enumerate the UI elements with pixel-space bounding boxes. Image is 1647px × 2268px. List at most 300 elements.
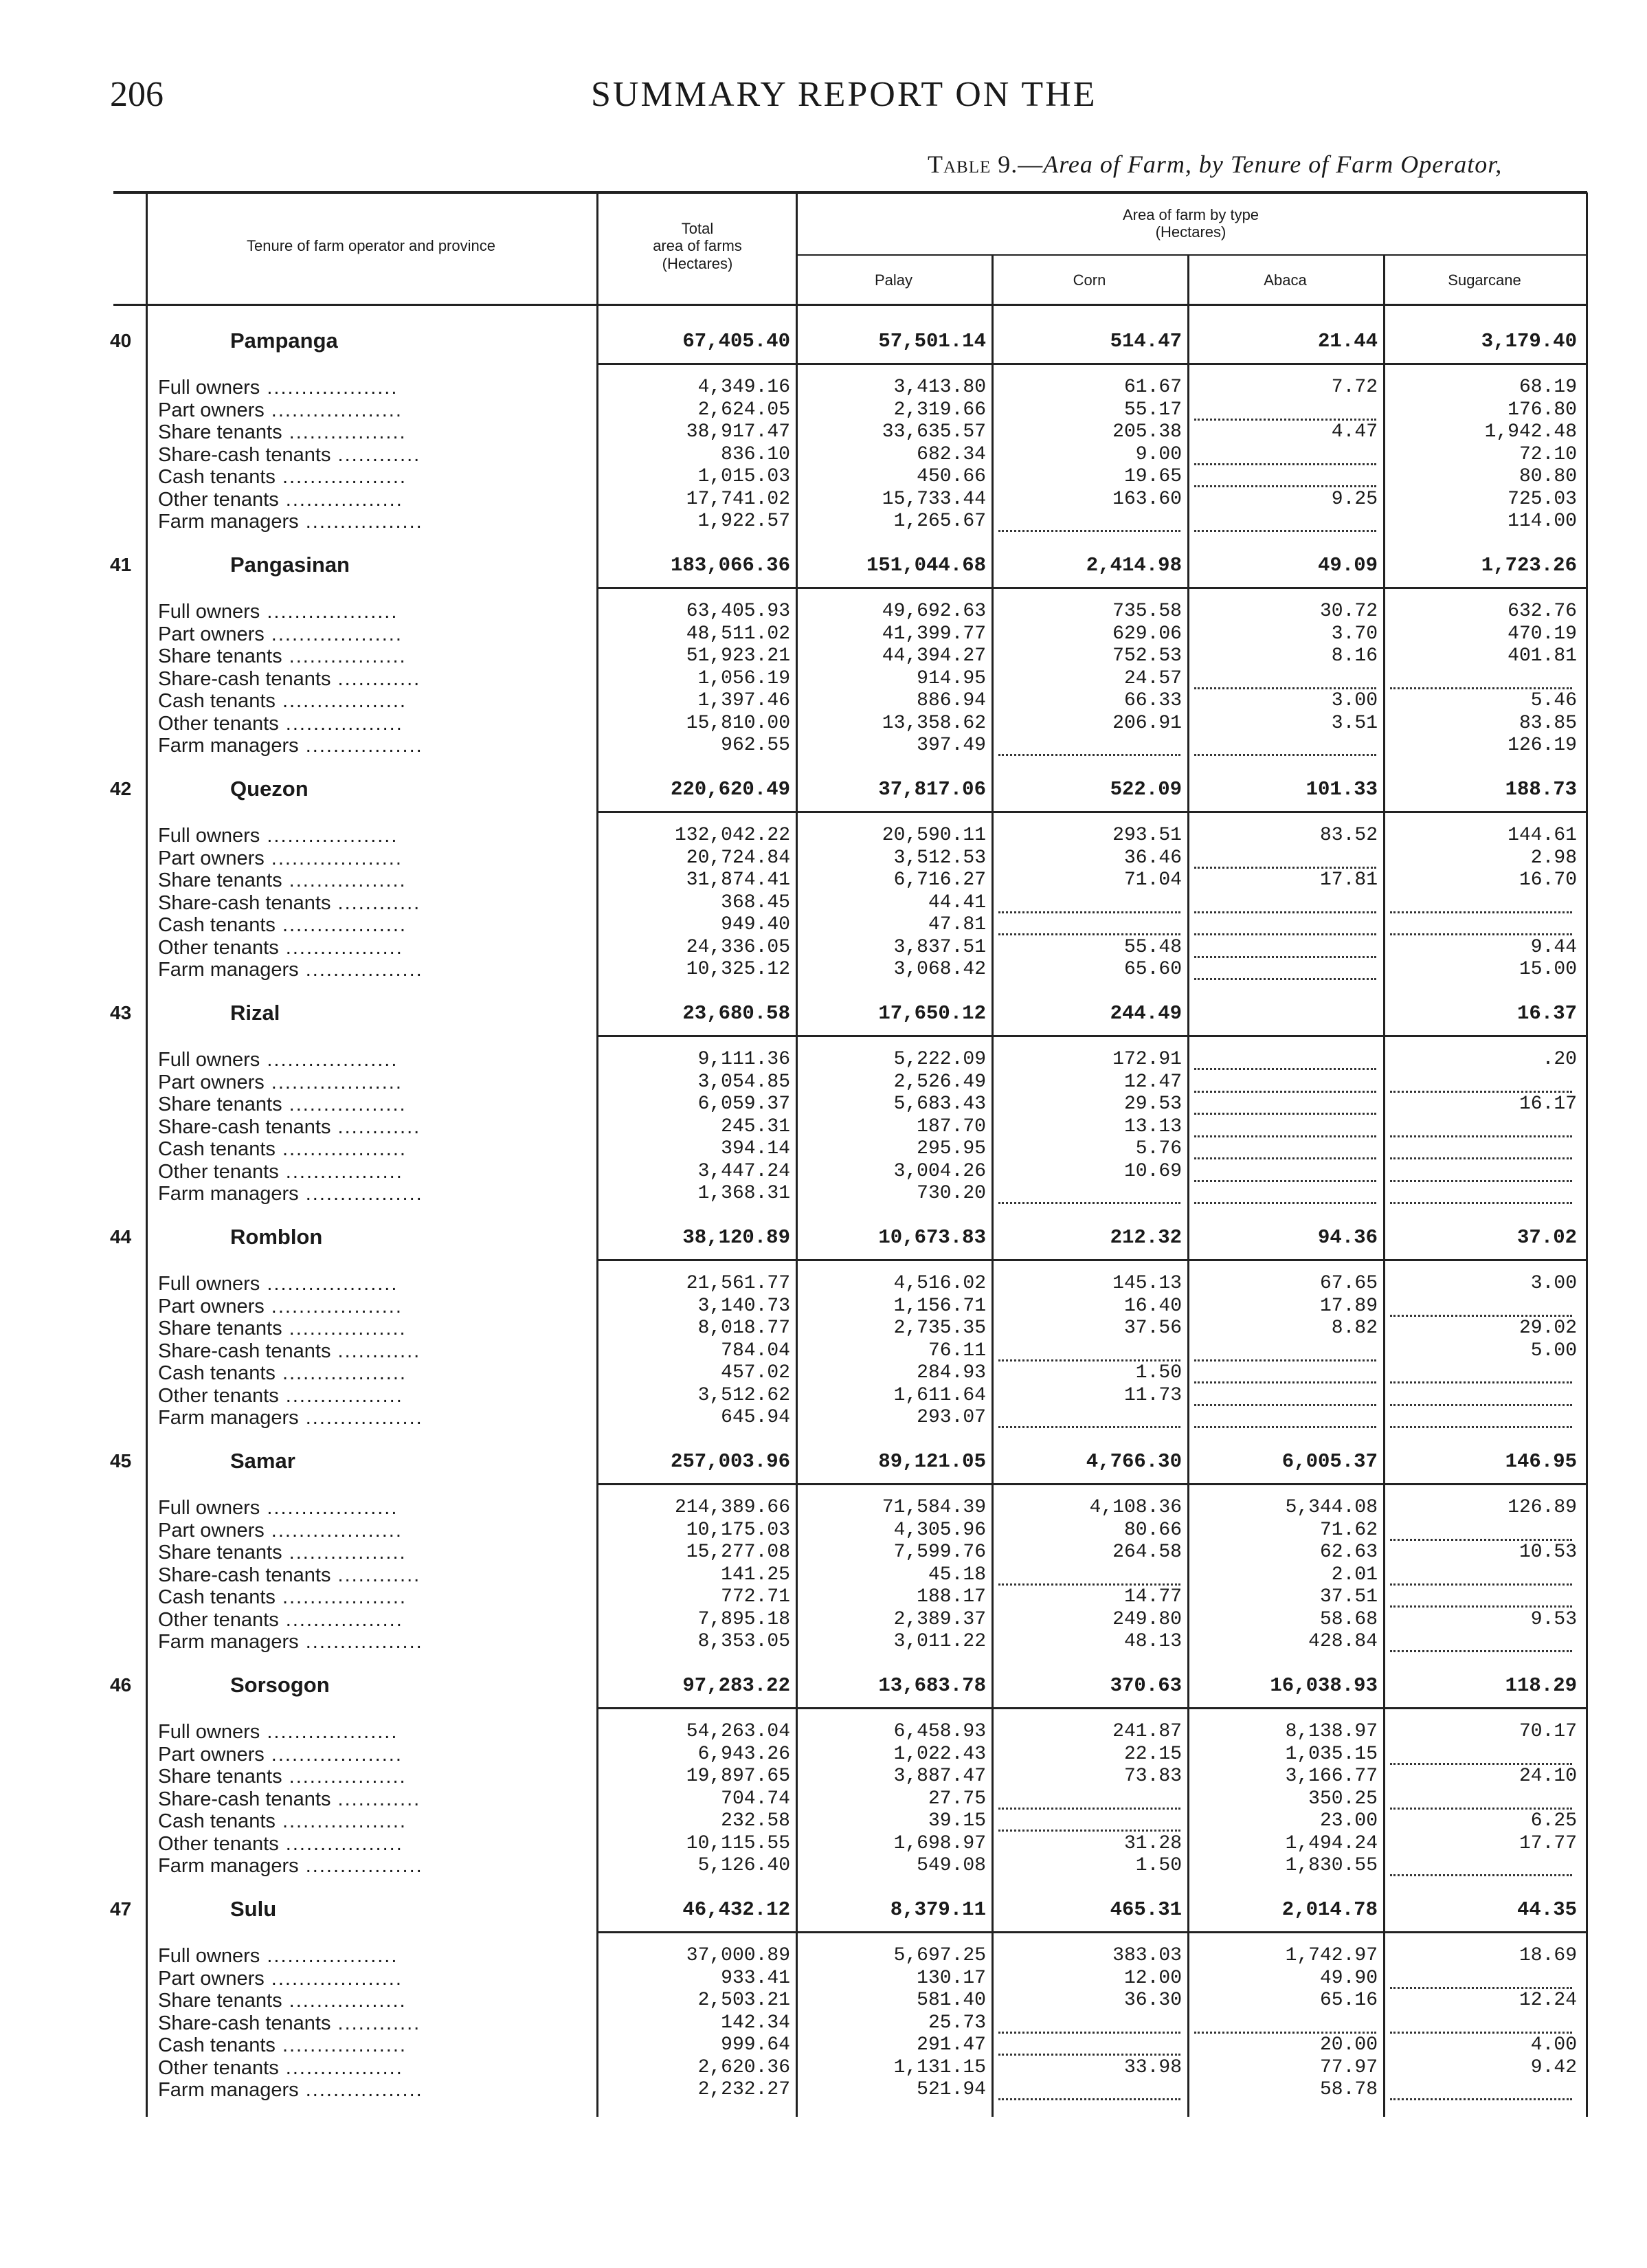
leader-dots: ................. [282, 1542, 407, 1564]
cell-sugar: 16.70 [1519, 869, 1577, 891]
cell-total: 15,277.08 [686, 1542, 790, 1563]
row-label [158, 1744, 403, 1766]
cell-total: 19,897.65 [686, 1766, 790, 1787]
province-total-sugar: 188.73 [1505, 778, 1577, 801]
row-label [158, 1340, 421, 1363]
leader-dots: ................. [282, 1318, 407, 1339]
leader-dots: ................... [264, 1295, 403, 1318]
row-label [158, 690, 407, 713]
row-label [158, 713, 403, 735]
cell-sugar: 12.24 [1519, 1990, 1577, 2011]
cell-corn: 12.47 [1123, 1071, 1182, 1093]
row-label-text: Share-cash tenants [158, 443, 331, 466]
cell-sugar: 15.00 [1519, 959, 1577, 980]
row-label-text: Other tenants [158, 1384, 279, 1407]
row-label [158, 1183, 423, 1205]
cell-corn: 48.13 [1123, 1631, 1182, 1652]
cell-corn: 383.03 [1112, 1945, 1182, 1966]
province-total-total: 23,680.58 [682, 1002, 790, 1025]
empty-cell-dots [1194, 687, 1376, 689]
cell-corn: 65.60 [1123, 959, 1182, 980]
cell-abaca: 8,138.97 [1285, 1721, 1378, 1742]
empty-cell-dots [1194, 956, 1376, 958]
cell-total: 63,405.93 [686, 601, 790, 622]
row-label-text: Share tenants [158, 1766, 282, 1788]
cell-corn: 172.91 [1112, 1049, 1182, 1070]
province-total-palay: 89,121.05 [878, 1450, 986, 1473]
province-number: 45 [110, 1450, 132, 1471]
empty-cell-dots [1194, 1404, 1376, 1406]
cell-sugar: 632.76 [1508, 601, 1577, 622]
cell-sugar: 725.03 [1508, 488, 1577, 510]
row-label-text: Full owners [158, 601, 260, 623]
cell-palay: 6,716.27 [893, 869, 986, 891]
province-number: 46 [110, 1674, 132, 1696]
province-total-abaca: 16,038.93 [1270, 1674, 1378, 1697]
empty-cell-dots [998, 1202, 1180, 1204]
row-label-text: Full owners [158, 1273, 260, 1295]
cell-sugar: 114.00 [1508, 511, 1577, 532]
province-total-sugar: 118.29 [1505, 1674, 1577, 1697]
cell-total: 8,353.05 [697, 1631, 790, 1652]
row-label-text: Part owners [158, 1519, 265, 1542]
cell-total: 24,336.05 [686, 936, 790, 958]
cell-total: 17,741.02 [686, 488, 790, 510]
cell-total: 37,000.89 [686, 1945, 790, 1966]
cell-total: 132,042.22 [674, 825, 790, 846]
cell-palay: 3,011.22 [893, 1631, 986, 1652]
cell-sugar: 16.17 [1519, 1093, 1577, 1115]
cell-palay: 6,458.93 [893, 1721, 986, 1742]
leader-dots: ................. [278, 1832, 403, 1855]
cell-palay: 295.95 [917, 1138, 986, 1159]
cell-corn: 11.73 [1123, 1384, 1182, 1406]
row-label-text: Farm managers [158, 1407, 299, 1429]
cell-corn: 24.57 [1123, 667, 1182, 689]
province-rule [596, 1259, 1586, 1261]
row-label [158, 1609, 403, 1632]
leader-dots: .................. [275, 690, 407, 712]
province-rule [596, 587, 1586, 589]
cell-total: 1,922.57 [697, 511, 790, 532]
row-label-text: Share-cash tenants [158, 2012, 331, 2034]
leader-dots: ................. [282, 1766, 407, 1788]
cell-palay: 2,735.35 [893, 1318, 986, 1339]
cell-abaca: 17.89 [1319, 1295, 1378, 1317]
cell-palay: 3,004.26 [893, 1160, 986, 1182]
cell-abaca: 17.81 [1319, 869, 1378, 891]
row-label-text: Other tenants [158, 488, 279, 511]
province-number: 44 [110, 1226, 132, 1247]
leader-dots: ................. [298, 511, 423, 533]
cell-corn: 264.58 [1112, 1542, 1182, 1563]
cell-palay: 2,526.49 [893, 1071, 986, 1093]
cell-total: 7,895.18 [697, 1608, 790, 1630]
province-rule [596, 1035, 1586, 1037]
province-total-sugar: 44.35 [1516, 1898, 1577, 1921]
row-label-text: Full owners [158, 1049, 260, 1071]
cell-palay: 41,399.77 [882, 623, 986, 645]
cell-palay: 581.40 [917, 1990, 986, 2011]
cell-corn: 1.50 [1135, 1855, 1182, 1876]
row-label-text: Part owners [158, 399, 265, 421]
col-header-sugarcane: Sugarcane [1448, 271, 1521, 289]
cell-palay: 47.81 [928, 914, 986, 935]
cell-abaca: 3.51 [1331, 712, 1378, 734]
cell-total: 141.25 [721, 1564, 790, 1586]
empty-cell-dots [1194, 1157, 1376, 1159]
cell-total: 645.94 [721, 1407, 790, 1428]
cell-corn: 10.69 [1123, 1160, 1182, 1182]
province-name: Samar [230, 1449, 295, 1473]
row-label [158, 377, 398, 399]
province-rule [596, 1483, 1586, 1485]
leader-dots: ................... [264, 1071, 403, 1093]
cell-sugar: 9.44 [1530, 936, 1577, 958]
cell-total: 933.41 [721, 1967, 790, 1989]
empty-cell-dots [998, 933, 1180, 935]
province-total-palay: 57,501.14 [878, 330, 986, 353]
province-total-sugar: 37.02 [1516, 1226, 1577, 1249]
cell-sugar: .20 [1542, 1049, 1577, 1070]
cell-sugar: 72.10 [1519, 443, 1577, 465]
cell-total: 1,397.46 [697, 690, 790, 711]
empty-cell-dots [1194, 485, 1376, 487]
cell-abaca: 350.25 [1308, 1788, 1378, 1810]
leader-dots: .................. [275, 1810, 407, 1832]
province-total-corn: 212.32 [1110, 1226, 1182, 1249]
cell-sugar: 29.02 [1519, 1318, 1577, 1339]
col-header-tenure: Tenure of farm operator and province [247, 237, 495, 254]
cell-palay: 914.95 [917, 667, 986, 689]
cell-palay: 284.93 [917, 1362, 986, 1383]
cell-total: 232.58 [721, 1810, 790, 1832]
cell-corn: 61.67 [1123, 377, 1182, 398]
empty-cell-dots [1390, 1650, 1572, 1652]
cell-total: 48,511.02 [686, 623, 790, 645]
leader-dots: .................. [275, 1138, 407, 1160]
cell-corn: 19.65 [1123, 466, 1182, 487]
row-label-text: Cash tenants [158, 466, 276, 488]
province-name: Pangasinan [230, 553, 350, 577]
empty-cell-dots [998, 2032, 1180, 2034]
cell-total: 962.55 [721, 735, 790, 756]
province-rule [596, 363, 1586, 365]
row-label-text: Full owners [158, 825, 260, 847]
row-label-text: Farm managers [158, 735, 299, 757]
row-label-text: Share tenants [158, 1542, 282, 1564]
row-label-text: Share-cash tenants [158, 1115, 331, 1138]
cell-abaca: 9.25 [1331, 488, 1378, 510]
empty-cell-dots [1194, 978, 1376, 980]
cell-corn: 293.51 [1112, 825, 1182, 846]
cell-abaca: 3,166.77 [1285, 1766, 1378, 1787]
leader-dots: ................... [264, 847, 403, 869]
row-label [158, 1945, 398, 1968]
cell-total: 20,724.84 [686, 847, 790, 869]
cell-total: 704.74 [721, 1788, 790, 1810]
cell-corn: 4,108.36 [1089, 1497, 1182, 1518]
cell-sugar: 18.69 [1519, 1945, 1577, 1966]
row-label [158, 1273, 398, 1296]
cell-corn: 55.48 [1123, 936, 1182, 958]
row-label-text: Other tenants [158, 1608, 279, 1631]
province-total-corn: 522.09 [1110, 778, 1182, 801]
cell-corn: 1.50 [1135, 1362, 1182, 1383]
row-label [158, 1721, 398, 1744]
col-header-group-line1: Area of farm by type [1122, 206, 1259, 223]
empty-cell-dots [1194, 933, 1376, 935]
province-rule [596, 811, 1586, 813]
cell-palay: 5,683.43 [893, 1093, 986, 1115]
row-label-text: Share tenants [158, 1318, 282, 1339]
cell-corn: 629.06 [1112, 623, 1182, 645]
leader-dots: ................... [260, 601, 399, 623]
cell-sugar: 144.61 [1508, 825, 1577, 846]
cell-corn: 36.46 [1123, 847, 1182, 869]
province-number: 43 [110, 1002, 132, 1023]
row-label-text: Full owners [158, 1497, 260, 1519]
row-label [158, 1631, 423, 1654]
leader-dots: ................. [298, 959, 423, 981]
row-label [158, 1564, 421, 1587]
leader-dots: ................. [278, 1608, 403, 1631]
empty-cell-dots [1390, 1808, 1572, 1810]
row-label [158, 1138, 407, 1161]
province-total-total: 183,066.36 [670, 554, 790, 577]
leader-dots: ................. [278, 2056, 403, 2079]
cell-sugar: 10.53 [1519, 1542, 1577, 1563]
empty-cell-dots [998, 911, 1180, 913]
cell-corn: 73.83 [1123, 1766, 1182, 1787]
leader-dots: ............ [330, 2012, 421, 2034]
col-header-total-line1: Total [681, 220, 714, 237]
empty-cell-dots [998, 1359, 1180, 1361]
cell-sugar: 470.19 [1508, 623, 1577, 645]
cell-sugar: 4.00 [1530, 2034, 1577, 2056]
cell-palay: 1,265.67 [893, 511, 986, 532]
cell-corn: 163.60 [1112, 488, 1182, 510]
row-label [158, 444, 421, 467]
cell-corn: 31.28 [1123, 1832, 1182, 1854]
row-label [158, 489, 403, 511]
col-header-corn: Corn [1073, 271, 1106, 289]
row-label-text: Other tenants [158, 2056, 279, 2079]
cell-palay: 1,131.15 [893, 2056, 986, 2078]
empty-cell-dots [1194, 463, 1376, 465]
cell-abaca: 67.65 [1319, 1273, 1378, 1294]
row-label-text: Cash tenants [158, 690, 276, 712]
cell-total: 3,447.24 [697, 1160, 790, 1182]
cell-abaca: 8.16 [1331, 645, 1378, 667]
row-label [158, 1766, 407, 1788]
province-total-abaca: 2,014.78 [1281, 1898, 1378, 1921]
row-label [158, 1788, 421, 1811]
cell-corn: 14.77 [1123, 1586, 1182, 1608]
row-label [158, 1407, 423, 1430]
row-label [158, 1116, 421, 1139]
empty-cell-dots [998, 2098, 1180, 2100]
row-label-text: Share-cash tenants [158, 1788, 331, 1810]
cell-sugar: 3.00 [1530, 1273, 1577, 1294]
cell-palay: 2,319.66 [893, 399, 986, 421]
cell-palay: 71,584.39 [882, 1497, 986, 1518]
empty-cell-dots [1194, 1381, 1376, 1383]
row-label-text: Share-cash tenants [158, 667, 331, 690]
row-label [158, 847, 403, 870]
cell-palay: 13,358.62 [882, 712, 986, 734]
row-label [158, 1161, 403, 1183]
leader-dots: ................... [264, 1519, 403, 1542]
leader-dots: ................. [278, 936, 403, 959]
province-total-palay: 13,683.78 [878, 1674, 986, 1697]
row-label [158, 1362, 407, 1385]
row-label [158, 601, 398, 623]
row-label [158, 1810, 407, 1833]
empty-cell-dots [1194, 419, 1376, 421]
cell-corn: 37.56 [1123, 1318, 1182, 1339]
cell-palay: 549.08 [917, 1855, 986, 1876]
province-name: Rizal [230, 1001, 280, 1025]
row-label-text: Share-cash tenants [158, 1564, 331, 1586]
leader-dots: ............ [330, 1115, 421, 1138]
cell-abaca: 4.47 [1331, 421, 1378, 443]
leader-dots: ................... [260, 1049, 399, 1071]
cell-total: 368.45 [721, 891, 790, 913]
empty-cell-dots [1390, 1202, 1572, 1204]
page-number: 206 [110, 75, 164, 114]
row-label [158, 1071, 403, 1094]
cell-sugar: 2.98 [1530, 847, 1577, 869]
cell-palay: 33,635.57 [882, 421, 986, 443]
cell-palay: 397.49 [917, 735, 986, 756]
leader-dots: ................. [298, 735, 423, 757]
cell-sugar: 24.10 [1519, 1766, 1577, 1787]
cell-palay: 188.17 [917, 1586, 986, 1608]
leader-dots: .................. [275, 1586, 407, 1608]
empty-cell-dots [1390, 1605, 1572, 1608]
cell-total: 949.40 [721, 914, 790, 935]
province-total-sugar: 16.37 [1516, 1002, 1577, 1025]
empty-cell-dots [1390, 1315, 1572, 1317]
cell-sugar: 68.19 [1519, 377, 1577, 398]
row-label [158, 2057, 403, 2080]
cell-total: 6,943.26 [697, 1743, 790, 1765]
empty-cell-dots [1194, 1113, 1376, 1115]
cell-abaca: 7.72 [1331, 377, 1378, 398]
leader-dots: ................. [298, 1631, 423, 1653]
cell-abaca: 30.72 [1319, 601, 1378, 622]
row-label-text: Farm managers [158, 1855, 299, 1877]
col-header-total [598, 220, 797, 272]
row-label [158, 399, 403, 422]
province-total-total: 257,003.96 [670, 1450, 790, 1473]
cell-corn: 752.53 [1112, 645, 1182, 667]
cell-abaca: 3.70 [1331, 623, 1378, 645]
cell-palay: 1,698.97 [893, 1832, 986, 1854]
cell-corn: 9.00 [1135, 443, 1182, 465]
row-label-text: Part owners [158, 1295, 265, 1318]
cell-total: 2,503.21 [697, 1990, 790, 2011]
cell-total: 2,232.27 [697, 2079, 790, 2100]
province-total-palay: 8,379.11 [890, 1898, 986, 1921]
row-label-text: Cash tenants [158, 914, 276, 936]
cell-total: 142.34 [721, 2012, 790, 2034]
province-rule [596, 1931, 1586, 1933]
cell-total: 457.02 [721, 1362, 790, 1383]
cell-abaca: 3.00 [1331, 690, 1378, 711]
col-divider [1187, 254, 1189, 2117]
cell-corn: 241.87 [1112, 1721, 1182, 1742]
cell-palay: 7,599.76 [893, 1542, 986, 1563]
col-divider [146, 192, 148, 2117]
leader-dots: ................... [264, 399, 403, 421]
empty-cell-dots [1194, 1359, 1376, 1361]
row-label-text: Share tenants [158, 645, 282, 667]
row-label-text: Cash tenants [158, 1810, 276, 1832]
cell-total: 3,512.62 [697, 1384, 790, 1406]
leader-dots: ................. [278, 488, 403, 511]
cell-palay: 1,611.64 [893, 1384, 986, 1406]
row-label-text: Full owners [158, 1945, 260, 1967]
row-label [158, 421, 407, 444]
empty-cell-dots [1390, 911, 1572, 913]
row-label [158, 623, 403, 646]
province-total-palay: 17,650.12 [878, 1002, 986, 1025]
province-number: 47 [110, 1898, 132, 1920]
empty-cell-dots [1390, 933, 1572, 935]
empty-cell-dots [1390, 1987, 1572, 1989]
empty-cell-dots [1390, 1157, 1572, 1159]
cell-abaca: 1,830.55 [1285, 1855, 1378, 1876]
empty-cell-dots [1194, 1068, 1376, 1070]
cell-corn: 71.04 [1123, 869, 1182, 891]
cell-total: 21,561.77 [686, 1273, 790, 1294]
row-label [158, 1318, 407, 1340]
cell-abaca: 58.68 [1319, 1608, 1378, 1630]
cell-abaca: 428.84 [1308, 1631, 1378, 1652]
cell-palay: 1,022.43 [893, 1743, 986, 1765]
cell-sugar: 1,942.48 [1484, 421, 1577, 443]
empty-cell-dots [1194, 911, 1376, 913]
row-label-text: Other tenants [158, 1832, 279, 1855]
cell-total: 772.71 [721, 1586, 790, 1608]
cell-palay: 886.94 [917, 690, 986, 711]
col-divider [1383, 254, 1385, 2117]
page-title: SUMMARY REPORT ON THE [591, 75, 1097, 114]
col-header-total-line2: area of farms [653, 237, 742, 255]
row-label [158, 2012, 421, 2035]
cell-total: 999.64 [721, 2034, 790, 2056]
row-label [158, 1542, 407, 1564]
province-name: Sulu [230, 1897, 277, 1921]
cell-palay: 730.20 [917, 1183, 986, 1204]
cell-total: 31,874.41 [686, 869, 790, 891]
cell-palay: 76.11 [928, 1339, 986, 1361]
cell-total: 784.04 [721, 1339, 790, 1361]
empty-cell-dots [1390, 1381, 1572, 1383]
empty-cell-dots [1390, 1180, 1572, 1182]
cell-sugar: 9.42 [1530, 2056, 1577, 2078]
col-divider [991, 254, 994, 2117]
row-label [158, 668, 421, 691]
row-label-text: Cash tenants [158, 1362, 276, 1384]
row-label-text: Other tenants [158, 936, 279, 959]
leader-dots: ................... [260, 1721, 399, 1743]
row-label [158, 1049, 398, 1071]
empty-cell-dots [998, 530, 1180, 532]
row-label [158, 2079, 423, 2102]
